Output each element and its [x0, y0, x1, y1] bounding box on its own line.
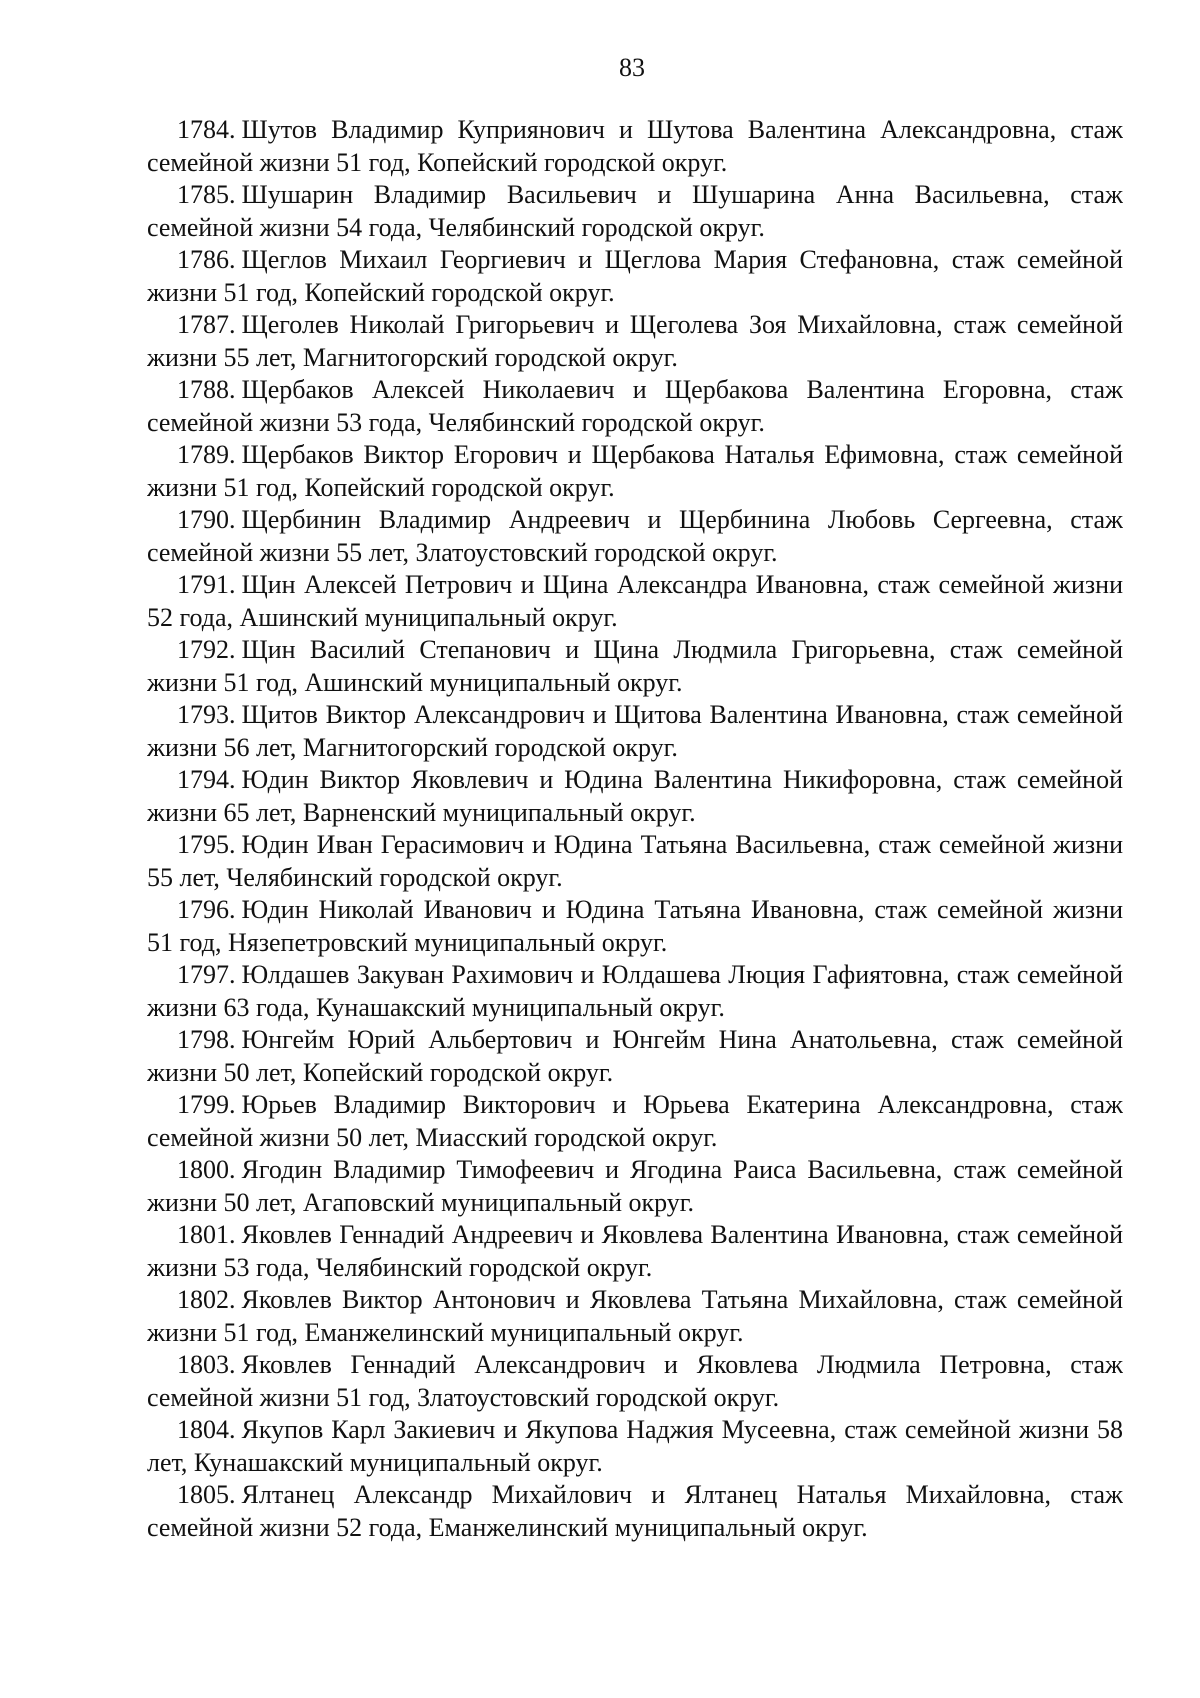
entry-text: Юдин Николай Иванович и Юдина Татьяна Ивановна, стаж семейной жизни 51 год, Нязепетровский муниципальный округ. — [147, 895, 1123, 957]
entry-text: Щеглов Михаил Георгиевич и Щеглова Мария Стефановна, стаж семейной жизни 51 год, Копейский городской округ. — [147, 245, 1123, 307]
entry-number: 1797. — [177, 960, 236, 989]
entry-number: 1804. — [177, 1415, 236, 1444]
entry-text: Щербаков Виктор Егорович и Щербакова Наталья Ефимовна, стаж семейной жизни 51 год, Копейский городской округ. — [147, 440, 1123, 502]
list-item — [147, 114, 1123, 179]
list-item — [147, 1024, 1123, 1089]
entry-text: Яковлев Геннадий Андреевич и Яковлева Валентина Ивановна, стаж семейной жизни 53 года, Челябинский городской округ. — [147, 1220, 1123, 1282]
list-item — [147, 1349, 1123, 1414]
entry-number: 1790. — [177, 505, 236, 534]
entry-text: Юдин Иван Герасимович и Юдина Татьяна Васильевна, стаж семейной жизни 55 лет, Челябинский городской округ. — [147, 830, 1123, 892]
entry-number: 1798. — [177, 1025, 236, 1054]
list-item — [147, 699, 1123, 764]
entry-text: Юдин Виктор Яковлевич и Юдина Валентина Никифоровна, стаж семейной жизни 65 лет, Варненский муниципальный округ. — [147, 765, 1123, 827]
entry-number: 1784. — [177, 115, 236, 144]
list-item — [147, 1219, 1123, 1284]
entry-number: 1799. — [177, 1090, 236, 1119]
entry-text: Юнгейм Юрий Альбертович и Юнгейм Нина Анатольевна, стаж семейной жизни 50 лет, Копейский городской округ. — [147, 1025, 1123, 1087]
entry-text: Щербинин Владимир Андреевич и Щербинина Любовь Сергеевна, стаж семейной жизни 55 лет, Златоустовский городской округ. — [147, 505, 1123, 567]
entry-number: 1789. — [177, 440, 236, 469]
entry-list — [147, 114, 1123, 1544]
page-number: 83 — [619, 53, 645, 82]
entry-number: 1791. — [177, 570, 236, 599]
entry-number: 1802. — [177, 1285, 236, 1314]
entry-text: Ягодин Владимир Тимофеевич и Ягодина Раиса Васильевна, стаж семейной жизни 50 лет, Агаповский муниципальный округ. — [147, 1155, 1123, 1217]
list-item — [147, 374, 1123, 439]
entry-text: Щин Василий Степанович и Щина Людмила Григорьевна, стаж семейной жизни 51 год, Ашинский муниципальный округ. — [147, 635, 1123, 697]
list-item — [147, 179, 1123, 244]
entry-text: Щербаков Алексей Николаевич и Щербакова Валентина Егоровна, стаж семейной жизни 53 года, Челябинский городской округ. — [147, 375, 1123, 437]
entry-number: 1787. — [177, 310, 236, 339]
entry-text: Ялтанец Александр Михайлович и Ялтанец Наталья Михайловна, стаж семейной жизни 52 года, Еманжелинский муниципальный округ. — [147, 1480, 1123, 1542]
list-item — [147, 894, 1123, 959]
list-item — [147, 1479, 1123, 1544]
list-item — [147, 309, 1123, 374]
list-item — [147, 1284, 1123, 1349]
list-item — [147, 569, 1123, 634]
entry-number: 1800. — [177, 1155, 236, 1184]
entry-text: Шушарин Владимир Васильевич и Шушарина Анна Васильевна, стаж семейной жизни 54 года, Челябинский городской округ. — [147, 180, 1123, 242]
list-item — [147, 1154, 1123, 1219]
list-item — [147, 959, 1123, 1024]
entry-text: Юлдашев Закуван Рахимович и Юлдашева Люция Гафиятовна, стаж семейной жизни 63 года, Кунашакский муниципальный округ. — [147, 960, 1123, 1022]
entry-number: 1785. — [177, 180, 236, 209]
list-item — [147, 764, 1123, 829]
entry-number: 1803. — [177, 1350, 236, 1379]
entry-text: Щитов Виктор Александрович и Щитова Валентина Ивановна, стаж семейной жизни 56 лет, Магнитогорский городской округ. — [147, 700, 1123, 762]
entry-text: Щеголев Николай Григорьевич и Щеголева Зоя Михайловна, стаж семейной жизни 55 лет, Магнитогорский городской округ. — [147, 310, 1123, 372]
list-item — [147, 634, 1123, 699]
entry-number: 1795. — [177, 830, 236, 859]
list-item — [147, 1414, 1123, 1479]
entry-number: 1788. — [177, 375, 236, 404]
list-item — [147, 244, 1123, 309]
entry-number: 1801. — [177, 1220, 236, 1249]
entry-text: Яковлев Виктор Антонович и Яковлева Татьяна Михайловна, стаж семейной жизни 51 год, Еманжелинский муниципальный округ. — [147, 1285, 1123, 1347]
list-item — [147, 829, 1123, 894]
entry-text: Юрьев Владимир Викторович и Юрьева Екатерина Александровна, стаж семейной жизни 50 лет, Миасский городской округ. — [147, 1090, 1123, 1152]
entry-number: 1793. — [177, 700, 236, 729]
list-item — [147, 504, 1123, 569]
entry-number: 1786. — [177, 245, 236, 274]
list-item — [147, 439, 1123, 504]
entry-number: 1794. — [177, 765, 236, 794]
entry-number: 1796. — [177, 895, 236, 924]
entry-text: Яковлев Геннадий Александрович и Яковлева Людмила Петровна, стаж семейной жизни 51 год, Златоустовский городской округ. — [147, 1350, 1123, 1412]
entry-text: Якупов Карл Закиевич и Якупова Наджия Мусеевна, стаж семейной жизни 58 лет, Кунашакский муниципальный округ. — [147, 1415, 1123, 1477]
entry-number: 1805. — [177, 1480, 236, 1509]
list-item — [147, 1089, 1123, 1154]
entry-text: Щин Алексей Петрович и Щина Александра Ивановна, стаж семейной жизни 52 года, Ашинский муниципальный округ. — [147, 570, 1123, 632]
entry-text: Шутов Владимир Куприянович и Шутова Валентина Александровна, стаж семейной жизни 51 год, Копейский городской округ. — [147, 115, 1123, 177]
entry-number: 1792. — [177, 635, 236, 664]
